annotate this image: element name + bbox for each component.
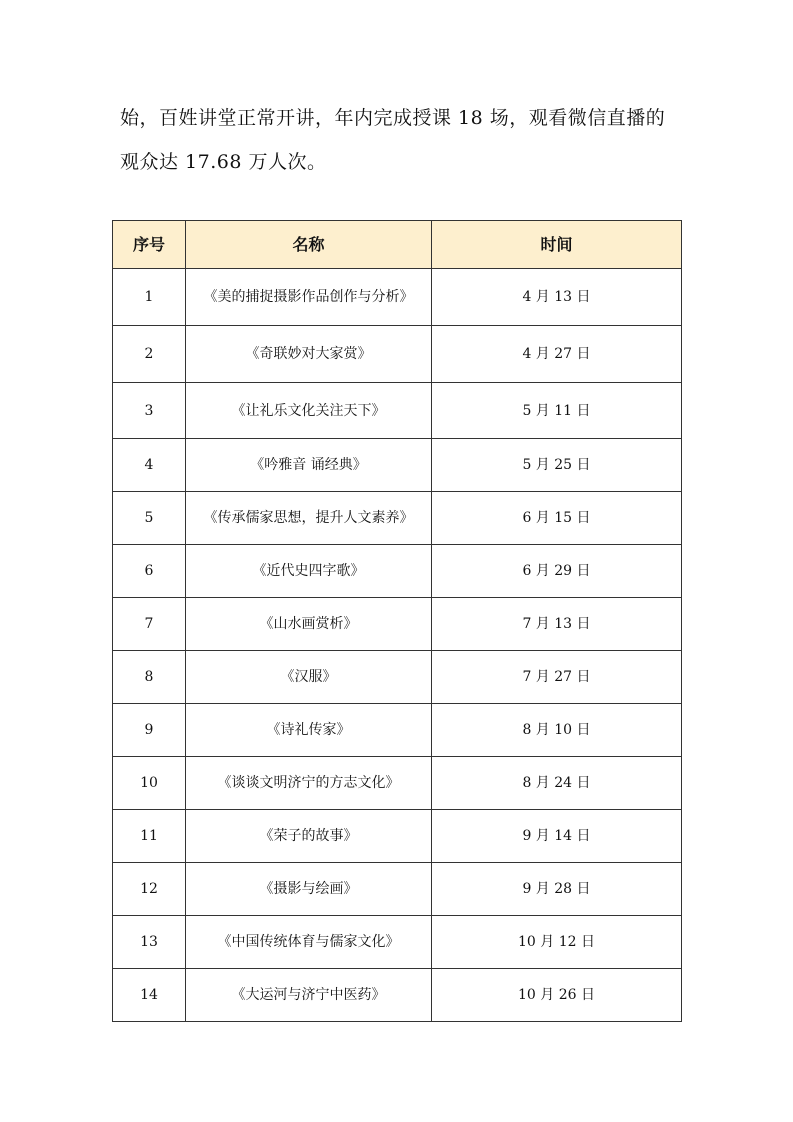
row-name: 《让礼乐文化关注天下》 xyxy=(186,383,432,439)
row-name: 《谈谈文明济宁的方志文化》 xyxy=(186,757,432,810)
table-row xyxy=(113,916,682,969)
row-name: 《中国传统体育与儒家文化》 xyxy=(186,916,432,969)
row-time: 10 月 26 日 xyxy=(432,969,682,1022)
row-name: 《山水画赏析》 xyxy=(186,598,432,651)
table-row xyxy=(113,326,682,383)
row-name: 《吟雅音 诵经典》 xyxy=(186,439,432,492)
header-time: 时间 xyxy=(432,221,682,269)
header-index: 序号 xyxy=(113,221,186,269)
row-index: 13 xyxy=(113,916,186,969)
row-index: 11 xyxy=(113,810,186,863)
row-index: 14 xyxy=(113,969,186,1022)
row-index: 5 xyxy=(113,492,186,545)
row-name: 《近代史四字歌》 xyxy=(186,545,432,598)
row-time: 4 月 27 日 xyxy=(432,326,682,383)
row-time: 6 月 15 日 xyxy=(432,492,682,545)
intro-line-2: 观众达 17.68 万人次。 xyxy=(120,151,327,173)
row-name: 《奇联妙对大家赏》 xyxy=(186,326,432,383)
row-index: 12 xyxy=(113,863,186,916)
table-row xyxy=(113,383,682,439)
row-time: 5 月 25 日 xyxy=(432,439,682,492)
row-time: 6 月 29 日 xyxy=(432,545,682,598)
row-time: 5 月 11 日 xyxy=(432,383,682,439)
row-name: 《美的捕捉摄影作品创作与分析》 xyxy=(186,269,432,326)
row-time: 9 月 14 日 xyxy=(432,810,682,863)
table-row xyxy=(113,598,682,651)
row-time: 8 月 24 日 xyxy=(432,757,682,810)
table-row xyxy=(113,704,682,757)
lecture-schedule-table xyxy=(112,220,682,1022)
row-name: 《大运河与济宁中医药》 xyxy=(186,969,432,1022)
row-index: 8 xyxy=(113,651,186,704)
row-name: 《传承儒家思想，提升人文素养》 xyxy=(186,492,432,545)
row-time: 8 月 10 日 xyxy=(432,704,682,757)
row-name: 《荣子的故事》 xyxy=(186,810,432,863)
table-row xyxy=(113,269,682,326)
row-name: 《诗礼传家》 xyxy=(186,704,432,757)
row-index: 9 xyxy=(113,704,186,757)
row-name: 《汉服》 xyxy=(186,651,432,704)
row-index: 4 xyxy=(113,439,186,492)
row-index: 6 xyxy=(113,545,186,598)
row-time: 10 月 12 日 xyxy=(432,916,682,969)
table-row xyxy=(113,863,682,916)
table-header-row xyxy=(113,221,682,269)
table-row xyxy=(113,969,682,1022)
row-index: 3 xyxy=(113,383,186,439)
table-row xyxy=(113,810,682,863)
table-row xyxy=(113,545,682,598)
header-name: 名称 xyxy=(186,221,432,269)
row-time: 7 月 27 日 xyxy=(432,651,682,704)
intro-paragraph xyxy=(120,96,680,184)
table-row xyxy=(113,492,682,545)
row-name: 《摄影与绘画》 xyxy=(186,863,432,916)
row-time: 9 月 28 日 xyxy=(432,863,682,916)
row-index: 2 xyxy=(113,326,186,383)
row-index: 10 xyxy=(113,757,186,810)
row-time: 4 月 13 日 xyxy=(432,269,682,326)
row-index: 1 xyxy=(113,269,186,326)
row-index: 7 xyxy=(113,598,186,651)
table-row xyxy=(113,439,682,492)
intro-line-1: 始，百姓讲堂正常开讲，年内完成授课 18 场，观看微信直播的 xyxy=(120,107,666,129)
table-row xyxy=(113,757,682,810)
table-row xyxy=(113,651,682,704)
row-time: 7 月 13 日 xyxy=(432,598,682,651)
